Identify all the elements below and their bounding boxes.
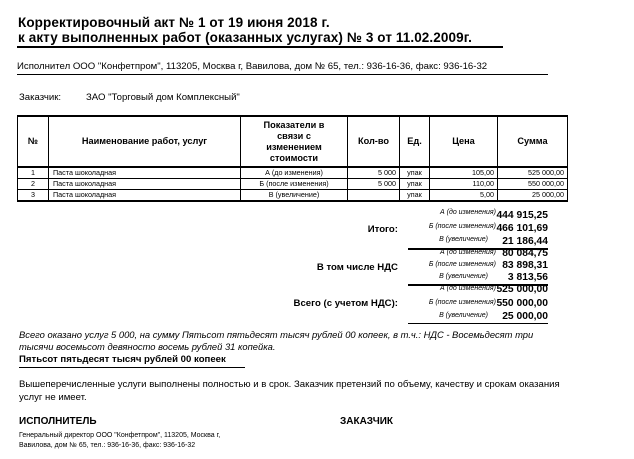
total-v-label: В (увеличение) — [439, 312, 488, 319]
header-unit: Ед. — [400, 116, 430, 167]
table-row — [18, 167, 568, 179]
document-title: Корректировочный акт № 1 от 19 июня 2018 г. — [18, 15, 330, 30]
amount-in-words: Пятьсот пятьдесят тысяч рублей 00 копеек — [19, 354, 226, 365]
row-indicator: Б (после изменения) — [241, 179, 348, 190]
table-row — [18, 190, 568, 202]
document-subtitle: к акту выполненных работ (оказанных услугах) № 3 от 11.02.2009г. — [18, 30, 472, 45]
header-num: № — [18, 116, 49, 167]
customer-label: Заказчик: — [19, 92, 62, 103]
row-unit: упак — [400, 179, 430, 190]
itogo-label: Итого: — [367, 224, 398, 235]
row-num: 2 — [18, 179, 49, 190]
row-name: Паста шоколадная — [49, 167, 241, 179]
itogo-v-label: В (увеличение) — [439, 236, 488, 243]
itogo-b-label: Б (после изменения) — [428, 223, 496, 230]
row-sum: 525 000,00 — [498, 167, 568, 179]
nds-v-label: В (увеличение) — [439, 273, 488, 280]
header-qty: Кол-во — [348, 116, 400, 167]
row-unit: упак — [400, 190, 430, 202]
total-v-value: 25 000,00 — [502, 311, 548, 322]
header-price: Цена — [430, 116, 498, 167]
executor-underline — [17, 74, 548, 75]
row-indicator: А (до изменения) — [241, 167, 348, 179]
completion-note: Вышеперечисленные услуги выполнены полностью и в срок. Заказчик претензий по объему, качеству и срокам оказания услуг не имеет. — [19, 379, 560, 403]
row-unit: упак — [400, 167, 430, 179]
table-row — [18, 179, 568, 190]
header-name: Наименование работ, услуг — [49, 116, 241, 167]
total-divider — [408, 323, 548, 324]
row-price: 105,00 — [430, 167, 498, 179]
total-label: Всего (с учетом НДС): — [293, 298, 398, 309]
customer-signature-label: ЗАКАЗЧИК — [340, 416, 394, 427]
header-indicator: Показатели в связи с изменением стоимости — [241, 116, 348, 167]
row-qty: 5 000 — [348, 179, 400, 190]
itogo-a-label: А (до изменения) — [440, 209, 496, 216]
total-a-label: А (до изменения) — [440, 285, 496, 292]
table-header-row — [18, 116, 568, 167]
nds-v-value: 3 813,56 — [507, 272, 548, 283]
total-b-value: 550 000,00 — [496, 298, 548, 309]
row-sum: 25 000,00 — [498, 190, 568, 202]
nds-b-value: 83 898,31 — [502, 260, 548, 271]
amount-underline — [19, 367, 245, 368]
customer-name: ЗАО "Торговый дом Комплексный" — [86, 92, 240, 103]
row-num: 1 — [18, 167, 49, 179]
nds-a-value: 80 084,75 — [502, 248, 548, 259]
executor-details: Исполнител ООО "Конфетпром", 113205, Москва г, Вавилова, дом № 65, тел.: 936-16-36, факс: 936-16-32 — [17, 61, 488, 72]
itogo-b-value: 466 101,69 — [496, 223, 548, 234]
nds-label: В том числе НДС — [316, 262, 398, 273]
row-price: 110,00 — [430, 179, 498, 190]
row-price: 5,00 — [430, 190, 498, 202]
total-b-label: Б (после изменения) — [428, 299, 496, 306]
nds-b-label: Б (после изменения) — [428, 261, 496, 268]
row-indicator: В (увеличение) — [241, 190, 348, 202]
itogo-v-value: 21 186,44 — [502, 236, 548, 247]
row-name: Паста шоколадная — [49, 179, 241, 190]
row-qty: 5 000 — [348, 167, 400, 179]
header-sum: Сумма — [498, 116, 568, 167]
row-sum: 550 000,00 — [498, 179, 568, 190]
row-name: Паста шоколадная — [49, 190, 241, 202]
row-num: 3 — [18, 190, 49, 202]
executor-signature-details: Генеральный директор ООО "Конфетпром", 113205, Москва г, Вавилова, дом № 65, тел.: 936-16-36, факс: 936-16-32 — [19, 432, 221, 449]
title-underline — [17, 46, 503, 48]
nds-a-label: А (до изменения) — [440, 249, 496, 256]
items-table — [17, 115, 568, 202]
itogo-a-value: 444 915,25 — [496, 210, 548, 221]
row-qty — [348, 190, 400, 202]
summary-text: Всего оказано услуг 5 000, на сумму Пятьсот пятьдесят тысяч рублей 00 копеек, в т.ч.: НДС - Восемьдесят три тысячи восемьсот девяносто восемь рублей 31 копейка. — [19, 329, 534, 352]
executor-signature-label: ИСПОЛНИТЕЛЬ — [19, 416, 97, 427]
total-a-value: 525 000,00 — [496, 284, 548, 295]
